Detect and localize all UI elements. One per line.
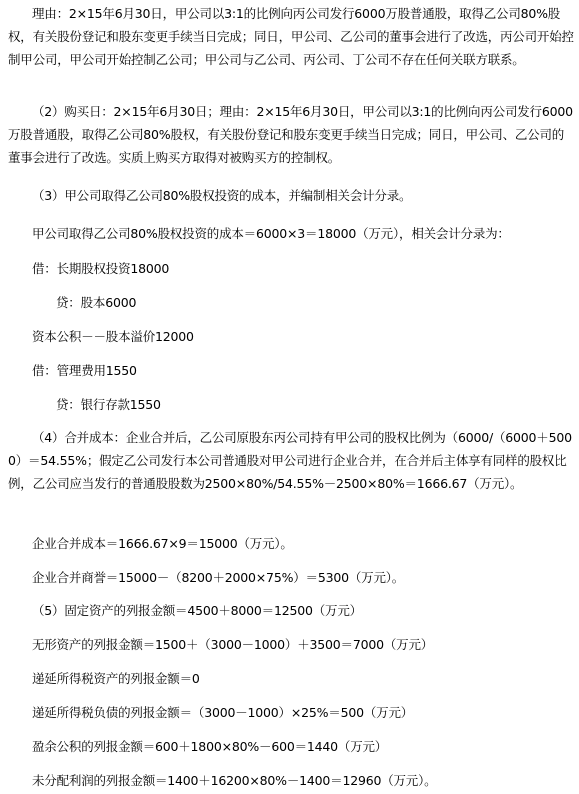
merger-cost-paragraph: （4）合并成本：企业合并后，乙公司原股东丙公司持有甲公司的股权比例为（6000/（6000＋5000）＝54.55%；假定乙公司发行本公司普通股对甲公司进行企业合并，在合并后主体享有同样的股权比例，乙公司应当发行的普通股股数为2500×80%/54.55%－2500×80%＝1666.67（万元）。 <box>8 430 572 491</box>
investment-cost-line: 甲公司取得乙公司80%股权投资的成本＝6000×3＝18000（万元），相关会计分录为： <box>32 226 510 241</box>
goodwill-line: 企业合并商誉＝15000－（8200＋2000×75%）＝5300（万元）。 <box>32 570 405 585</box>
reason-paragraph: 理由：2×15年6月30日，甲公司以3:1的比例向丙公司发行6000万股普通股，取得乙公司80%股权，有关股份登记和股东变更手续当日完成；同日，甲公司、乙公司的董事会进行了改选，丙公司开始控制甲公司，甲公司开始控制乙公司；甲公司与乙公司、丙公司、丁公司不存在任何关联方联系。 <box>8 6 574 67</box>
purchase-date-paragraph: （2）购买日：2×15年6月30日；理由：2×15年6月30日，甲公司以3:1的比例向丙公司发行6000万股普通股，取得乙公司80%股权，有关股份登记和股东变更手续当日完成；同日，甲公司、乙公司的董事会进行了改选。实质上购买方取得对被购买方的控制权。 <box>8 104 573 165</box>
entry-capital-reserve: 资本公积－－股本溢价12000 <box>32 329 194 344</box>
merger-cost-line: 企业合并成本＝1666.67×9＝15000（万元）。 <box>32 536 293 551</box>
deferred-tax-asset-line: 递延所得税资产的列报金额＝0 <box>32 671 200 686</box>
retained-earnings-line: 未分配利润的列报金额＝1400＋16200×80%－1400＝12960（万元）。 <box>32 773 437 788</box>
entry-debit-admin-expense: 借：管理费用1550 <box>32 363 137 378</box>
entry-credit-share-capital: 贷：股本6000 <box>56 295 137 310</box>
surplus-reserve-line: 盈余公积的列报金额＝600＋1800×80%－600＝1440（万元） <box>32 739 388 754</box>
deferred-tax-liability-line: 递延所得税负债的列报金额＝（3000－1000）×25%＝500（万元） <box>32 705 414 720</box>
intangible-assets-line: 无形资产的列报金额＝1500＋（3000－1000）＋3500＝7000（万元） <box>32 637 434 652</box>
entry-debit-long-term-equity: 借：长期股权投资18000 <box>32 261 170 276</box>
question-3-heading: （3）甲公司取得乙公司80%股权投资的成本，并编制相关会计分录。 <box>32 188 412 203</box>
entry-credit-bank-deposit: 贷：银行存款1550 <box>56 397 161 412</box>
fixed-assets-line: （5）固定资产的列报金额＝4500＋8000＝12500（万元） <box>32 603 362 618</box>
